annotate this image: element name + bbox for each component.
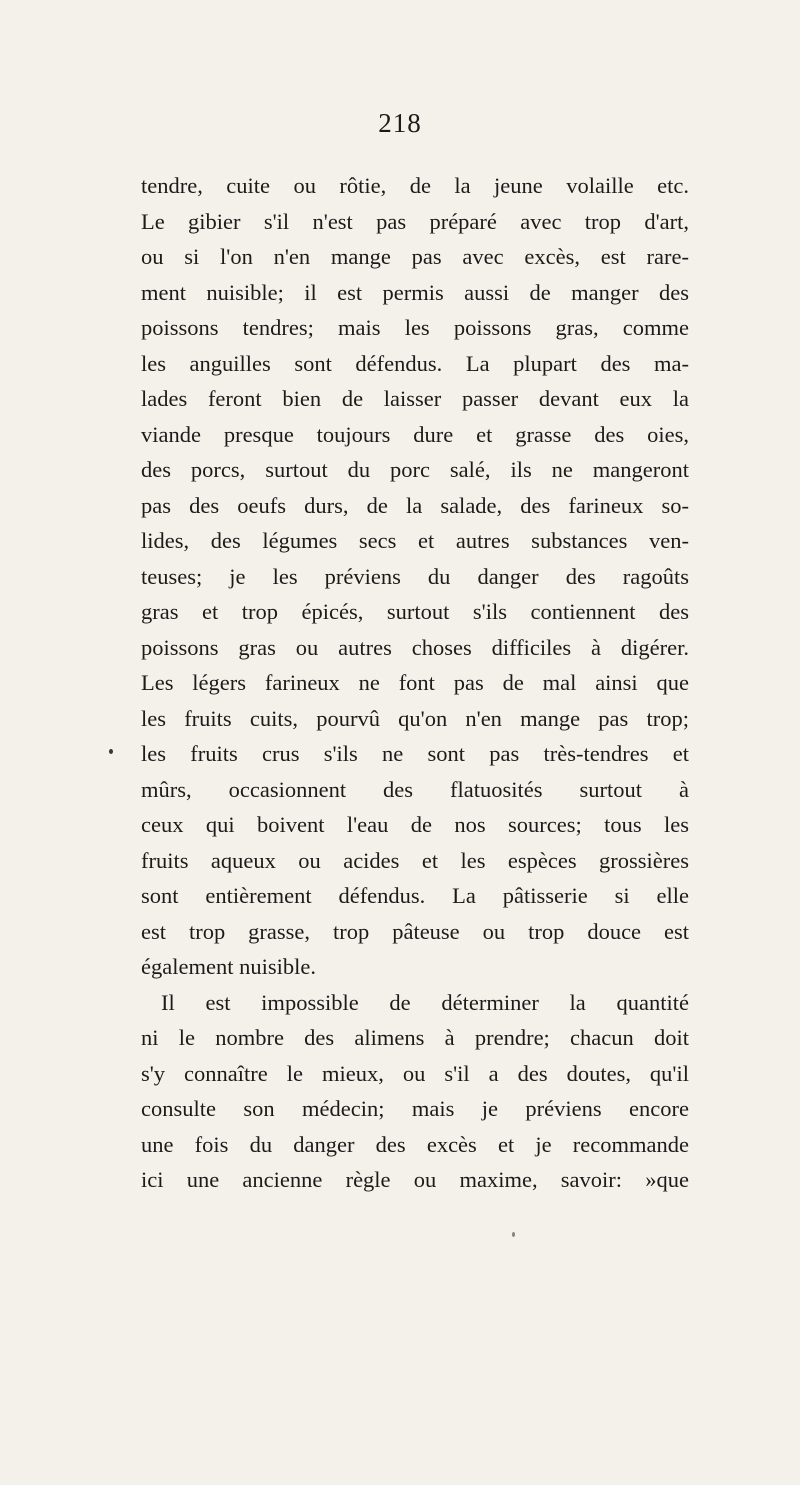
page-number: 218 <box>378 108 422 138</box>
text-line: fruits aqueux ou acides et les espèces grossières <box>141 847 689 873</box>
text-line: tendre, cuite ou rôtie, de la jeune volaille etc. <box>141 173 689 198</box>
text-line: Les légers farineux ne font pas de mal ainsi que <box>141 670 689 695</box>
text-line: également nuisible. <box>141 954 316 979</box>
text-line: consulte son médecin; mais je préviens encore <box>141 1096 689 1121</box>
text-line: des porcs, surtout du porc salé, ils ne mangeront <box>141 457 689 482</box>
text-line: lades feront bien de laisser passer devant eux la <box>141 386 689 411</box>
text-line: pas des oeufs durs, de la salade, des farineux so- <box>141 492 689 518</box>
text-line: est trop grasse, trop pâteuse ou trop douce est <box>141 918 689 944</box>
text-line: les fruits cuits, pourvû qu'on n'en mange pas trop; <box>141 705 689 731</box>
text-line: poissons gras ou autres choses difficiles à digérer. <box>141 634 689 660</box>
text-line: teuses; je les préviens du danger des ragoûts <box>141 563 689 589</box>
text-line: ment nuisible; il est permis aussi de manger des <box>141 279 689 305</box>
text-line: ceux qui boivent l'eau de nos sources; tous les <box>141 812 689 837</box>
text-line: les fruits crus s'ils ne sont pas très-tendres et <box>141 741 689 766</box>
text-line: sont entièrement défendus. La pâtisserie si elle <box>141 883 689 908</box>
ink-speck <box>109 749 113 754</box>
text-line: gras et trop épicés, surtout s'ils contiennent des <box>141 599 689 624</box>
ink-speck <box>512 1232 515 1237</box>
text-line: Il est impossible de déterminer la quantité <box>161 989 689 1015</box>
text-line: poissons tendres; mais les poissons gras, comme <box>141 315 689 340</box>
text-line: lides, des légumes secs et autres substances ven- <box>141 528 689 553</box>
text-line: mûrs, occasionnent des flatuosités surtout à <box>141 776 689 802</box>
text-line: viande presque toujours dure et grasse des oies, <box>141 421 689 447</box>
text-line: ici une ancienne règle ou maxime, savoir: »que <box>141 1167 689 1192</box>
text-line: s'y connaître le mieux, ou s'il a des doutes, qu'il <box>141 1060 689 1086</box>
text-line: Le gibier s'il n'est pas préparé avec trop d'art, <box>141 208 689 234</box>
body-text <box>141 168 689 1198</box>
text-line: ou si l'on n'en mange pas avec excès, est rare- <box>141 244 689 269</box>
text-line: les anguilles sont défendus. La plupart des ma- <box>141 350 689 376</box>
text-line: ni le nombre des alimens à prendre; chacun doit <box>141 1025 689 1050</box>
text-line: une fois du danger des excès et je recommande <box>141 1131 689 1157</box>
